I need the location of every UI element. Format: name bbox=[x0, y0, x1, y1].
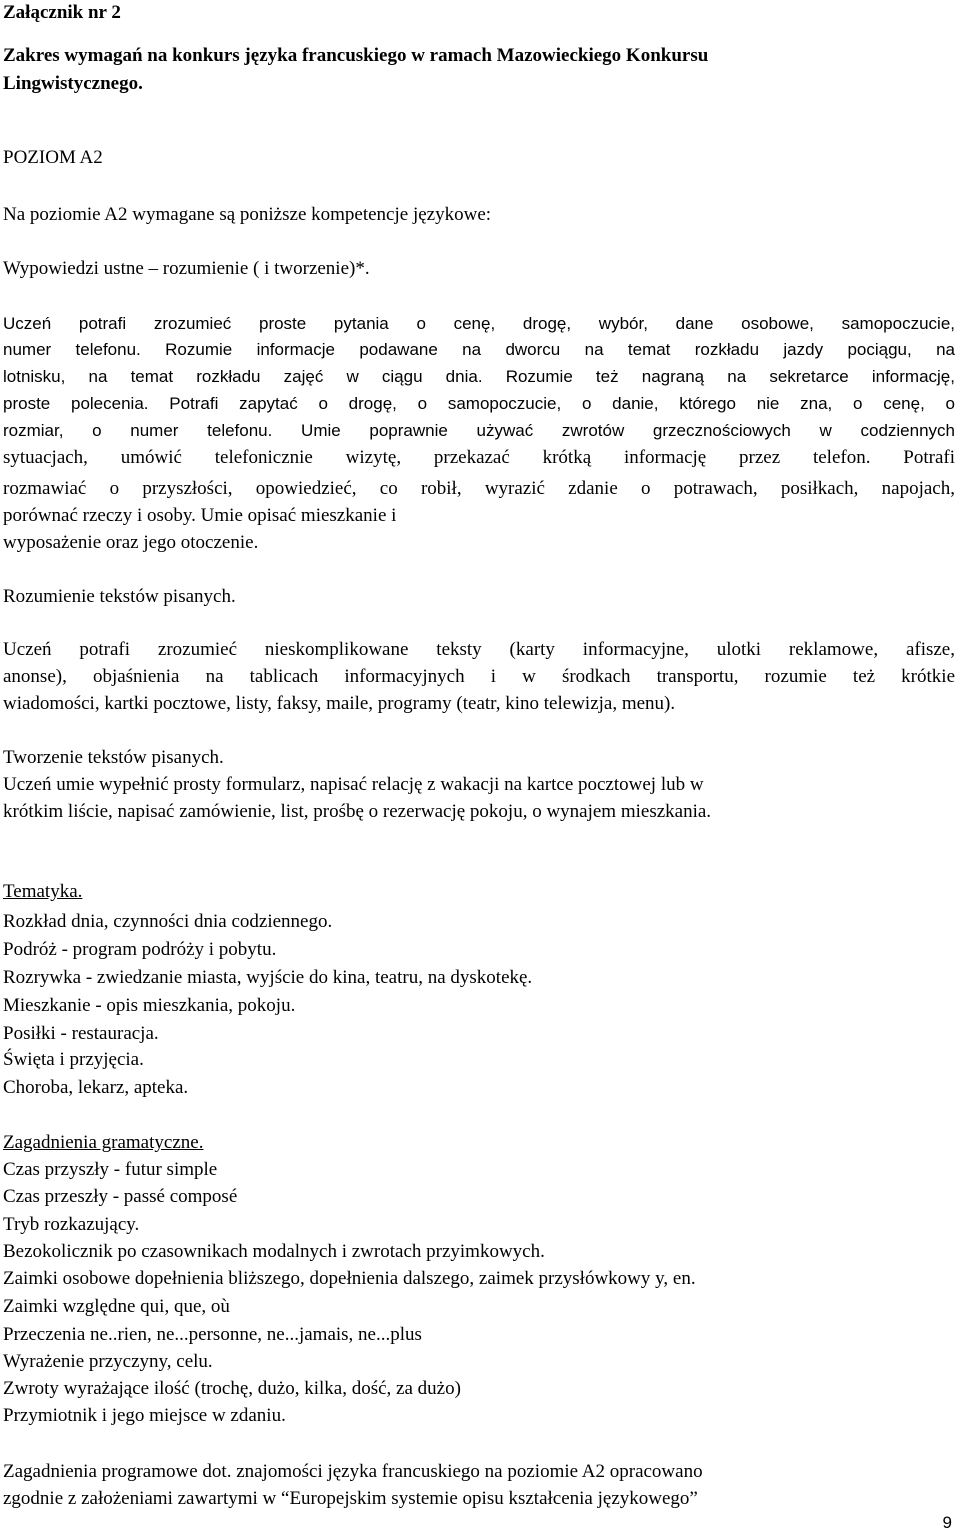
grammar-item: Zaimki osobowe dopełnienia bliższego, dopełnienia dalszego, zaimek przysłówkowy y, en. bbox=[3, 1268, 696, 1289]
grammar-item: Tryb rozkazujący. bbox=[3, 1214, 140, 1235]
grammar-heading: Zagadnienia gramatyczne. bbox=[3, 1132, 204, 1153]
grammar-item: Wyrażenie przyczyny, celu. bbox=[3, 1351, 213, 1372]
grammar-item: Zwroty wyrażające ilość (trochę, dużo, kilka, dość, za dużo) bbox=[3, 1378, 461, 1399]
speaking-line-6: sytuacjach, umówić telefonicznie wizytę, przekazać krótką informację przez telefon. Potrafi bbox=[3, 447, 955, 468]
annex-label: Załącznik nr 2 bbox=[3, 2, 121, 23]
speaking-line-3: lotnisku, na temat rozkładu zajęć w ciągu dnia. Rozumie też nagraną na sekretarce informację, bbox=[3, 367, 955, 386]
level-heading: POZIOM A2 bbox=[3, 147, 103, 168]
writing-line-1: Uczeń umie wypełnić prosty formularz, napisać relację z wakacji na kartce pocztowej lub w bbox=[3, 774, 704, 795]
topics-heading: Tematyka. bbox=[3, 881, 83, 902]
speaking-line-9: wyposażenie oraz jego otoczenie. bbox=[3, 532, 259, 553]
topic-item: Posiłki - restauracja. bbox=[3, 1023, 159, 1044]
grammar-item: Przymiotnik i jego miejsce w zdaniu. bbox=[3, 1405, 286, 1426]
speaking-line-7: rozmawiać o przyszłości, opowiedzieć, co robił, wyrazić zdanie o potrawach, posiłkach, napojach, bbox=[3, 478, 955, 499]
writing-line-2: krótkim liście, napisać zamówienie, list, prośbę o rezerwację pokoju, o wynajem mieszkania. bbox=[3, 801, 712, 822]
grammar-item: Czas przeszły - passé composé bbox=[3, 1186, 238, 1207]
speaking-line-2: numer telefonu. Rozumie informacje podawane na dworcu na temat rozkładu jazdy pociągu, na bbox=[3, 340, 955, 359]
level-intro: Na poziomie A2 wymagane są poniższe kompetencje językowe: bbox=[3, 204, 492, 225]
grammar-item: Bezokolicznik po czasownikach modalnych i zwrotach przyimkowych. bbox=[3, 1241, 545, 1262]
program-line-2: zgodnie z założeniami zawartymi w “Europejskim systemie opisu kształcenia językowego” bbox=[3, 1488, 698, 1509]
topic-item: Mieszkanie - opis mieszkania, pokoju. bbox=[3, 995, 296, 1016]
page-number: 9 bbox=[942, 1513, 952, 1532]
speaking-line-5: rozmiar, o numer telefonu. Umie poprawnie używać zwrotów grzecznościowych w codziennych bbox=[3, 421, 955, 440]
speaking-heading: Wypowiedzi ustne – rozumienie ( i tworzenie)*. bbox=[3, 258, 370, 279]
topic-item: Podróż - program podróży i pobytu. bbox=[3, 939, 277, 960]
grammar-item: Czas przyszły - futur simple bbox=[3, 1159, 218, 1180]
topic-item: Rozkład dnia, czynności dnia codziennego. bbox=[3, 911, 333, 932]
speaking-line-8: porównać rzeczy i osoby. Umie opisać mieszkanie i bbox=[3, 505, 397, 526]
topic-item: Rozrywka - zwiedzanie miasta, wyjście do kina, teatru, na dyskotekę. bbox=[3, 967, 533, 988]
writing-heading: Tworzenie tekstów pisanych. bbox=[3, 747, 224, 768]
document-title-line-2: Lingwistycznego. bbox=[3, 73, 143, 94]
speaking-line-1: Uczeń potrafi zrozumieć proste pytania o cenę, drogę, wybór, dane osobowe, samopoczucie, bbox=[3, 314, 955, 333]
document-title-line-1: Zakres wymagań na konkurs języka francuskiego w ramach Mazowieckiego Konkursu bbox=[3, 45, 709, 66]
reading-line-3: wiadomości, kartki pocztowe, listy, faksy, maile, programy (teatr, kino telewizja, menu). bbox=[3, 693, 676, 714]
program-line-1: Zagadnienia programowe dot. znajomości języka francuskiego na poziomie A2 opracowano bbox=[3, 1461, 703, 1482]
grammar-item: Przeczenia ne..rien, ne...personne, ne...jamais, ne...plus bbox=[3, 1324, 422, 1345]
topic-item: Choroba, lekarz, apteka. bbox=[3, 1077, 189, 1098]
reading-line-1: Uczeń potrafi zrozumieć nieskomplikowane teksty (karty informacyjne, ulotki reklamowe, afisze, bbox=[3, 639, 955, 660]
grammar-item: Zaimki względne qui, que, où bbox=[3, 1296, 230, 1317]
topic-item: Święta i przyjęcia. bbox=[3, 1049, 144, 1070]
reading-heading: Rozumienie tekstów pisanych. bbox=[3, 586, 236, 607]
reading-line-2: anonse), objaśnienia na tablicach informacyjnych i w środkach transportu, rozumie też krótkie bbox=[3, 666, 955, 687]
speaking-line-4: proste polecenia. Potrafi zapytać o drogę, o samopoczucie, o danie, którego nie zna, o cenę, o bbox=[3, 394, 955, 413]
